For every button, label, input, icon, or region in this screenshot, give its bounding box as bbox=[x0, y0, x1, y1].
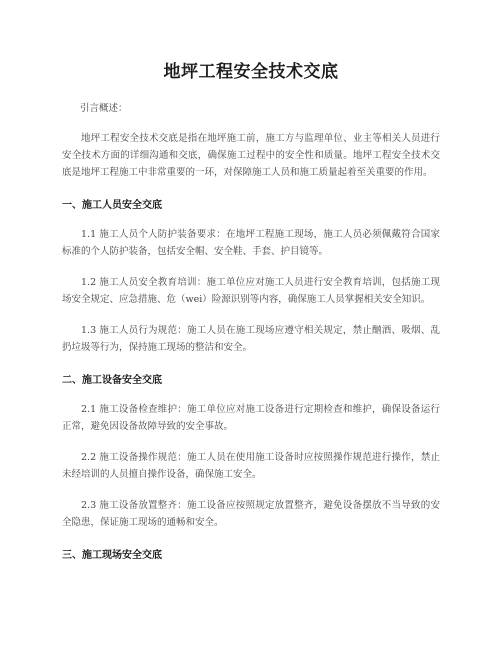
section-2-paragraph-3: 2.3 施工设备放置整齐：施工设备应按照规定放置整齐，避免设备摆放不当导致的安全隐患，保证施工现场的通畅和安全。 bbox=[62, 500, 440, 528]
document-title: 地坪工程安全技术交底 bbox=[163, 62, 339, 82]
section-heading-3: 三、施工现场安全交底 bbox=[62, 550, 162, 561]
section-2-paragraph-2: 2.2 施工设备操作规范：施工人员在使用施工设备时应按照操作规范进行操作，禁止未经培训的人员擅自操作设备，确保施工安全。 bbox=[62, 452, 440, 480]
section-1-paragraph-3: 1.3 施工人员行为规范：施工人员在施工现场应遵守相关规定，禁止酗酒、吸烟、乱扔垃圾等行为，保持施工现场的整洁和安全。 bbox=[62, 325, 440, 353]
section-heading-2: 二、施工设备安全交底 bbox=[62, 375, 162, 386]
section-1-paragraph-2: 1.2 施工人员安全教育培训：施工单位应对施工人员进行安全教育培训，包括施工现场安全规定、应急措施、危（wei）险源识别等内容，确保施工人员掌握相关安全知识。 bbox=[62, 277, 440, 305]
section-heading-1: 一、施工人员安全交底 bbox=[62, 200, 162, 211]
section-2-paragraph-1: 2.1 施工设备检查维护：施工单位应对施工设备进行定期检查和维护，确保设备运行正常，避免因设备故障导致的安全事故。 bbox=[62, 404, 440, 432]
intro-label: 引言概述： bbox=[80, 103, 128, 114]
intro-paragraph: 地坪工程安全技术交底是指在地坪施工前，施工方与监理单位、业主等相关人员进行安全技术方面的详细沟通和交底，确保施工过程中的安全性和质量。地坪工程安全技术交底是地坪工程施工中非常重要的一环，对保障施工人员和施工质量起着至关重要的作用。 bbox=[62, 133, 440, 178]
section-1-paragraph-1: 1.1 施工人员个人防护装备要求：在地坪工程施工现场，施工人员必须佩戴符合国家标准的个人防护装备，包括安全帽、安全鞋、手套、护目镜等。 bbox=[62, 229, 440, 257]
